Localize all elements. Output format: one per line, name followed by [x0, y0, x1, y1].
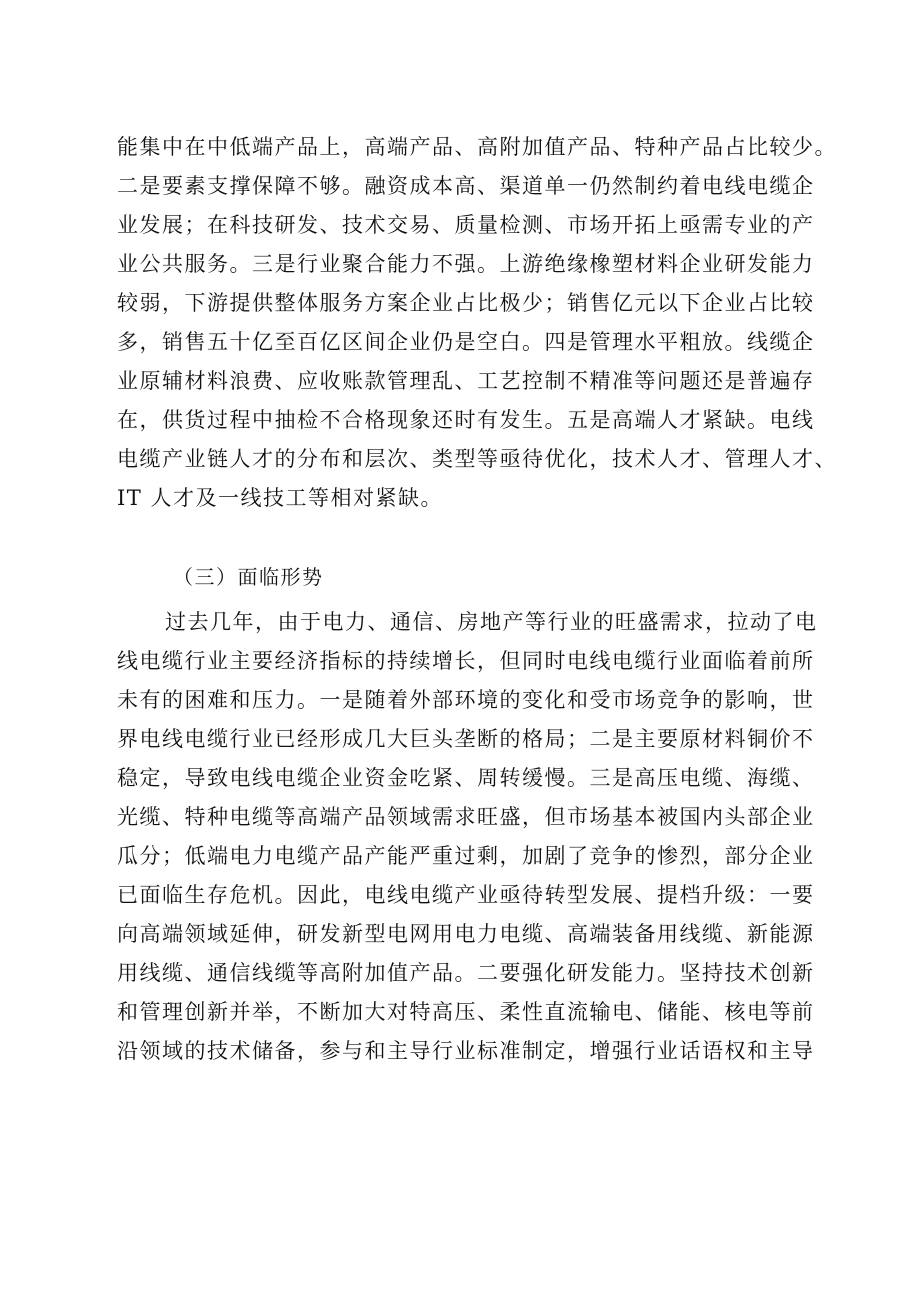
text-line: 二是要素支撑保障不够。融资成本高、渠道单一仍然制约着电线电缆企 [117, 174, 815, 198]
section-heading: （三）面临形势 [173, 565, 324, 589]
paragraph-continuation [117, 128, 837, 518]
text-line: 稳定，导致电线电缆企业资金吃紧、周转缓慢。三是高压电缆、海缆、 [117, 766, 815, 790]
text-line: 业原辅材料浪费、应收账款管理乱、工艺控制不精准等问题还是普遍存 [117, 369, 815, 393]
text-line: 在，供货过程中抽检不合格现象还时有发生。五是高端人才紧缺。电线 [117, 408, 815, 432]
text-line: 向高端领域延伸，研发新型电网用电力电缆、高端装备用线缆、新能源 [117, 922, 815, 946]
text-line: 光缆、特种电缆等高端产品领域需求旺盛，但市场基本被国内头部企业 [117, 805, 815, 829]
text-line: 沿领域的技术储备，参与和主导行业标准制定，增强行业话语权和主导 [117, 1039, 815, 1063]
text-line: 瓜分；低端电力电缆产品产能严重过剩，加剧了竞争的惨烈，部分企业 [117, 844, 815, 868]
text-line: 较弱，下游提供整体服务方案企业占比极少；销售亿元以下企业占比较 [117, 291, 815, 315]
text-line: 业公共服务。三是行业聚合能力不强。上游绝缘橡塑材料企业研发能力 [117, 252, 815, 276]
text-line-first: 过去几年，由于电力、通信、房地产等行业的旺盛需求，拉动了电 [165, 610, 818, 634]
text-line: 电缆产业链人才的分布和层次、类型等亟待优化，技术人才、管理人才、 [117, 447, 837, 471]
text-line: 已面临生存危机。因此，电线电缆产业亟待转型发展、提档升级：一要 [117, 883, 815, 907]
paragraph-situation [117, 603, 818, 1071]
text-line: 线电缆行业主要经济指标的持续增长，但同时电线电缆行业面临着前所 [117, 649, 815, 673]
text-line: 界电线电缆行业已经形成几大巨头垄断的格局；二是主要原材料铜价不 [117, 727, 815, 751]
text-line: 和管理创新并举，不断加大对特高压、柔性直流输电、储能、核电等前 [117, 1000, 815, 1024]
text-line: 能集中在中低端产品上，高端产品、高附加值产品、特种产品占比较少。 [117, 135, 837, 159]
text-line: 用线缆、通信线缆等高附加值产品。二要强化研发能力。坚持技术创新 [117, 961, 815, 985]
section-heading-block [117, 558, 807, 597]
text-line: 多，销售五十亿至百亿区间企业仍是空白。四是管理水平粗放。线缆企 [117, 330, 815, 354]
text-line: IT 人才及一线技工等相对紧缺。 [117, 486, 443, 510]
text-line: 未有的困难和压力。一是随着外部环境的变化和受市场竞争的影响，世 [117, 688, 815, 712]
text-line: 业发展；在科技研发、技术交易、质量检测、市场开拓上亟需专业的产 [117, 213, 815, 237]
